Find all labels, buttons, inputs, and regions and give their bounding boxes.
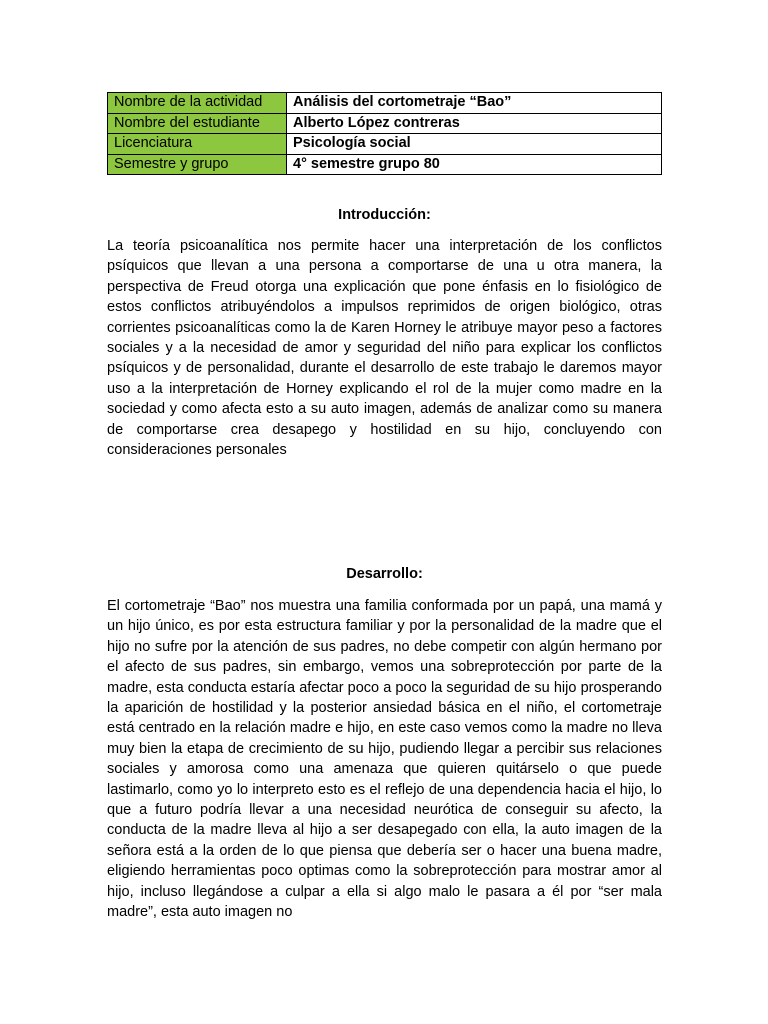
info-label: Semestre y grupo [108, 154, 287, 175]
introduccion-heading: Introducción: [338, 207, 431, 223]
info-value: 4° semestre grupo 80 [287, 154, 662, 175]
desarrollo-heading: Desarrollo: [346, 566, 423, 582]
table-row [108, 113, 662, 134]
info-label: Nombre de la actividad [108, 93, 287, 114]
info-value: Psicología social [287, 134, 662, 155]
info-label: Licenciatura [108, 134, 287, 155]
introduccion-paragraph: La teoría psicoanalítica nos permite hacer una interpretación de los conflictos psíquicos que llevan a una persona a comportarse de una u otra manera, la perspectiva de Freud otorga una explicación que pone énfasis en lo fisiológico de estos conflictos atribuyéndolos a impulsos reprimidos de origen biológico, otras corrientes psicoanalíticas como la de Karen Horney le atribuye mayor peso a factores sociales y a la necesidad de amor y seguridad del niño para explicar los conflictos psíquicos y de personalidad, durante el desarrollo de este trabajo le daremos mayor uso a la interpretación de Horney explicando el rol de la mujer como madre en la sociedad y como afecta esto a su auto imagen, además de analizar como su manera de comportarse crea desapego y hostilidad en su hijo, concluyendo con consideraciones personales [107, 238, 662, 459]
info-value: Alberto López contreras [287, 113, 662, 134]
table-row [108, 134, 662, 155]
table-row [108, 154, 662, 175]
activity-info-table [107, 92, 662, 175]
info-label: Nombre del estudiante [108, 113, 287, 134]
desarrollo-paragraph: El cortometraje “Bao” nos muestra una familia conformada por un papá, una mamá y un hijo único, es por esta estructura familiar y por la personalidad de la madre que el hijo no sufre por la atención de sus padres, no debe competir con algún hermano por el afecto de sus padres, sin embargo, vemos una sobreprotección por parte de la madre, esta conducta estaría afectar poco a poco la seguridad de su hijo prosperando la aparición de hostilidad y la posterior ansiedad básica en el niño, el cortometraje está centrado en la relación madre e hijo, en este caso vemos como la madre no lleva muy bien la etapa de crecimiento de su hijo, pudiendo llegar a percibir sus relaciones sociales y amorosa como una amenaza que quieren quitárselo o que puede lastimarlo, como yo lo interpreto esto es el reflejo de una dependencia hacia el hijo, lo que a futuro podría llevar a una necesidad neurótica de conseguir su afecto, la conducta de la madre lleva al hijo a ser desapegado con ella, la auto imagen de la señora está a la orden de lo que piensa que debería ser o hacer una buena madre, eligiendo herramientas poco optimas como la sobreprotección para mostrar amor al hijo, incluso llegándose a culpar a ella si algo malo le pasara a él por “ser mala madre”, esta auto imagen no [107, 598, 662, 921]
table-row [108, 93, 662, 114]
info-value: Análisis del cortometraje “Bao” [287, 93, 662, 114]
